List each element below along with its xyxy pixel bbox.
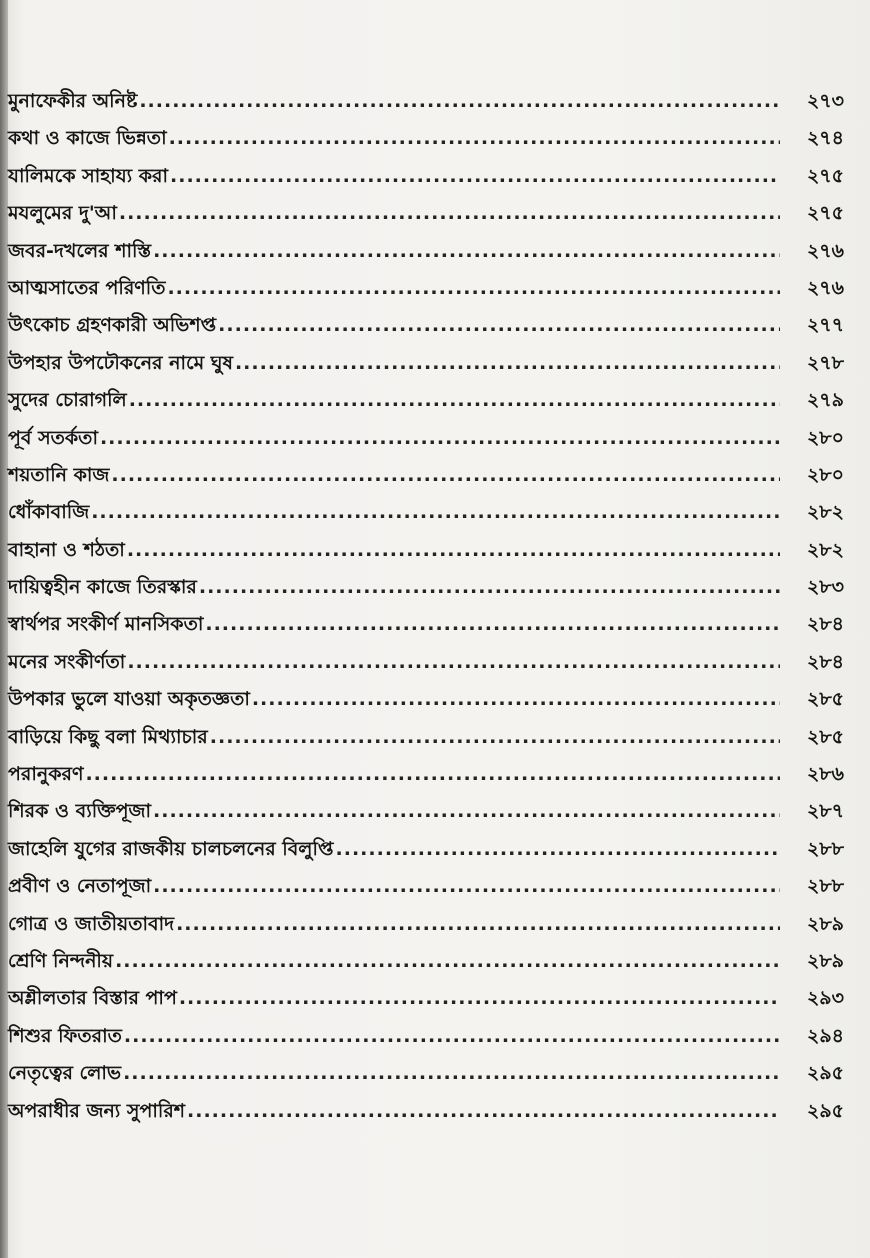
toc-entry bbox=[8, 644, 844, 681]
dot-leader bbox=[127, 532, 780, 569]
toc-entry bbox=[8, 980, 844, 1017]
toc-entry-page-number: ২৮৬ bbox=[806, 763, 844, 786]
toc-entry bbox=[8, 1018, 844, 1055]
toc-entry-title: শ্রেণি নিন্দনীয় bbox=[8, 949, 114, 972]
dot-leader bbox=[199, 569, 780, 606]
toc-entry-title: অপরাধীর জন্য সুপারিশ bbox=[8, 1099, 186, 1122]
toc-entry-title: উপহার উপঢৌকনের নামে ঘুষ bbox=[8, 351, 233, 374]
toc-entry bbox=[8, 1055, 844, 1092]
dot-leader bbox=[111, 457, 780, 494]
toc-entry bbox=[8, 270, 844, 307]
dot-leader bbox=[210, 719, 780, 756]
dot-leader bbox=[170, 158, 780, 195]
dot-leader bbox=[100, 420, 780, 457]
toc-entry-title: নেতৃত্বের লোভ bbox=[8, 1062, 122, 1085]
toc-entry-page-number: ২৭৬ bbox=[806, 239, 844, 262]
toc-entry-page-number: ২৮৪ bbox=[806, 650, 844, 673]
toc-entry-page-number: ২৭৪ bbox=[806, 127, 844, 150]
page-spine-shadow bbox=[0, 0, 8, 1258]
toc-entry-page-number: ২৮৫ bbox=[806, 688, 844, 711]
toc-entry-title: শিশুর ফিতরাত bbox=[8, 1024, 122, 1047]
toc-entry bbox=[8, 532, 844, 569]
toc-entry-title: যালিমকে সাহায্য করা bbox=[8, 164, 169, 187]
dot-leader bbox=[169, 120, 780, 157]
toc-entry-page-number: ২৭৩ bbox=[806, 90, 844, 112]
toc-entry bbox=[8, 420, 844, 457]
dot-leader bbox=[205, 606, 780, 643]
toc-entry bbox=[8, 233, 844, 270]
toc-entry bbox=[8, 719, 844, 756]
dot-leader bbox=[153, 233, 780, 270]
toc-entry bbox=[8, 120, 844, 157]
toc-entry-title: পরানুকরণ bbox=[8, 763, 84, 786]
toc-entry bbox=[8, 83, 844, 120]
toc-entry-page-number: ২৯৫ bbox=[806, 1062, 844, 1085]
toc-entry-page-number: ২৭৭ bbox=[806, 314, 844, 337]
toc-entry-title: শয়তানি কাজ bbox=[8, 463, 110, 486]
toc-entry-title: পূর্ব সতর্কতা bbox=[8, 426, 98, 449]
toc-entry-page-number: ২৮৩ bbox=[806, 576, 844, 599]
toc-entry-page-number: ২৮০ bbox=[806, 426, 844, 449]
toc-entry bbox=[8, 606, 844, 643]
toc-entry-page-number: ২৭৯ bbox=[806, 389, 844, 412]
dot-leader bbox=[119, 195, 780, 232]
toc-entry-page-number: ২৮৮ bbox=[806, 837, 844, 860]
toc-entry-title: উৎকোচ গ্রহণকারী অভিশপ্ত bbox=[8, 314, 217, 337]
dot-leader bbox=[218, 307, 780, 344]
dot-leader bbox=[115, 943, 780, 980]
toc-entry bbox=[8, 906, 844, 943]
dot-leader bbox=[123, 1055, 780, 1092]
toc-entry bbox=[8, 793, 844, 830]
dot-leader bbox=[167, 270, 780, 307]
toc-entry-page-number: ২৭৫ bbox=[806, 202, 844, 225]
toc-entry-title: আত্মসাতের পরিণতি bbox=[8, 276, 166, 299]
toc-entry bbox=[8, 345, 844, 382]
toc-entry-page-number: ২৯৪ bbox=[806, 1024, 844, 1047]
toc-entry-page-number: ২৮৮ bbox=[806, 875, 844, 898]
toc-entry-title: স্বার্থপর সংকীর্ণ মানসিকতা bbox=[8, 613, 204, 636]
dot-leader bbox=[235, 345, 780, 382]
dot-leader bbox=[176, 906, 780, 943]
dot-leader bbox=[336, 831, 780, 868]
toc-entry-page-number: ২৯৫ bbox=[806, 1099, 844, 1122]
toc-entry bbox=[8, 1093, 844, 1130]
toc-entry bbox=[8, 569, 844, 606]
toc-entry bbox=[8, 831, 844, 868]
toc-entry-page-number: ২৭৫ bbox=[806, 164, 844, 187]
toc-entry-title: দায়িত্বহীন কাজে তিরস্কার bbox=[8, 576, 197, 599]
dot-leader bbox=[124, 1018, 780, 1055]
toc-entry bbox=[8, 195, 844, 232]
toc-entry-page-number: ২৮৪ bbox=[806, 613, 844, 636]
toc-entry-page-number: ২৮৯ bbox=[806, 912, 844, 935]
toc-entry-title: প্রবীণ ও নেতাপূজা bbox=[8, 875, 152, 898]
toc-entry-page-number: ২৮৭ bbox=[806, 800, 844, 823]
toc-entry-page-number: ২৯৩ bbox=[806, 987, 844, 1010]
toc-entry-page-number: ২৮৯ bbox=[806, 949, 844, 972]
toc-entry bbox=[8, 457, 844, 494]
dot-leader bbox=[129, 382, 780, 419]
toc-entry-title: অশ্লীলতার বিস্তার পাপ bbox=[8, 987, 177, 1010]
dot-leader bbox=[127, 644, 780, 681]
toc-entry-title: বাড়িয়ে কিছু বলা মিথ্যাচার bbox=[8, 725, 208, 748]
toc-entry bbox=[8, 756, 844, 793]
toc-entry-title: উপকার ভুলে যাওয়া অকৃতজ্ঞতা bbox=[8, 688, 250, 711]
toc-entry-page-number: ২৮০ bbox=[806, 463, 844, 486]
table-of-contents bbox=[8, 83, 844, 1130]
toc-entry-title: মযলুমের দু'আ bbox=[8, 202, 117, 225]
dot-leader bbox=[85, 756, 780, 793]
toc-entry bbox=[8, 307, 844, 344]
toc-entry-title: জাহেলি যুগের রাজকীয় চালচলনের বিলুপ্তি bbox=[8, 837, 334, 860]
dot-leader bbox=[252, 681, 780, 718]
toc-entry-title: কথা ও কাজে ভিন্নতা bbox=[8, 127, 167, 150]
dot-leader bbox=[153, 793, 780, 830]
toc-entry-page-number: ২৮৫ bbox=[806, 725, 844, 748]
toc-entry-title: মুনাফেকীর অনিষ্ট bbox=[8, 90, 138, 112]
dot-leader bbox=[153, 868, 780, 905]
toc-entry bbox=[8, 681, 844, 718]
toc-entry-title: শিরক ও ব্যক্তিপূজা bbox=[8, 800, 152, 823]
toc-entry-title: সুদের চোরাগলি bbox=[8, 389, 127, 412]
toc-entry-title: জবর-দখলের শাস্তি bbox=[8, 239, 152, 262]
toc-entry bbox=[8, 868, 844, 905]
toc-entry-page-number: ২৮২ bbox=[806, 538, 844, 561]
toc-entry-page-number: ২৭৮ bbox=[806, 351, 844, 374]
dot-leader bbox=[187, 1093, 780, 1130]
toc-entry bbox=[8, 494, 844, 531]
toc-entry bbox=[8, 382, 844, 419]
dot-leader bbox=[139, 83, 780, 120]
toc-entry-title: গোত্র ও জাতীয়তাবাদ bbox=[8, 912, 175, 935]
toc-entry-title: মনের সংকীর্ণতা bbox=[8, 650, 126, 673]
toc-entry-page-number: ২৮২ bbox=[806, 501, 844, 524]
dot-leader bbox=[91, 494, 780, 531]
toc-entry-title: বাহানা ও শঠতা bbox=[8, 538, 125, 561]
toc-entry-title: ধোঁকাবাজি bbox=[8, 501, 90, 524]
toc-entry bbox=[8, 158, 844, 195]
toc-entry bbox=[8, 943, 844, 980]
toc-entry-page-number: ২৭৬ bbox=[806, 276, 844, 299]
dot-leader bbox=[179, 980, 780, 1017]
